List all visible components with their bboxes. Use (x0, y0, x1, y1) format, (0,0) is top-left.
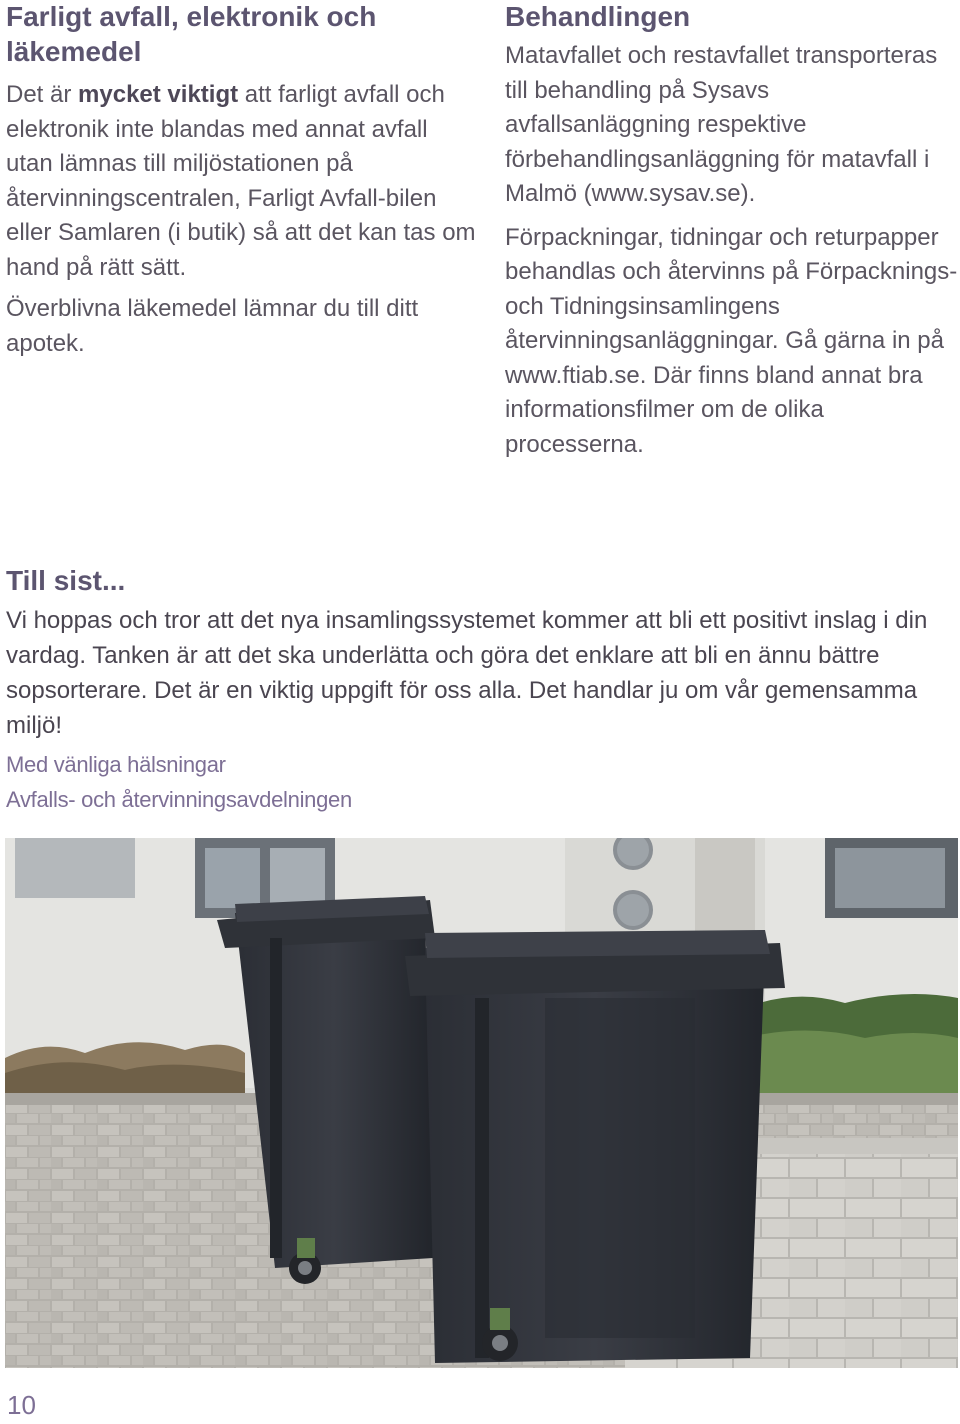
page-number: 10 (7, 1390, 36, 1420)
waste-bins-photo (5, 838, 958, 1368)
hazardous-waste-paragraph (6, 78, 476, 285)
medicine-paragraph: Överblivna läkemedel lämnar du till ditt apotek. (6, 295, 419, 357)
emphasis-text: mycket viktigt (78, 81, 239, 108)
closing-paragraph: Vi hoppas och tror att det nya insamlingssystemet kommer att bli ett positivt inslag i din vardag. Tanken är att det ska underlätta och göra det enklare att bli en ännu bättre sopsorterare. Det är en viktig uppgift för oss alla. Det handlar ju om vår gemensamma miljö! (6, 607, 928, 739)
treatment-paragraph-2: Förpackningar, tidningar och returpapper behandlas och återvinns på Förpacknings- och Tidningsinsamlingens återvinningsanläggningar. Gå gärna in på www.ftiab.se. Där finns bland annat bra informationsfilmer om de olika processerna. (505, 223, 958, 458)
closing-section (6, 561, 956, 817)
treatment-heading: Behandlingen (505, 1, 691, 32)
hazardous-waste-text-rest: att farligt avfall och elektronik inte blandas med annat avfall utan lämnas till miljöstationen på återvinningscentralen, Farligt Avfall-bilen eller Samlaren (i butik) så att det kan tas om hand på rätt sätt. (6, 81, 476, 281)
hazardous-waste-text-start: Det är (6, 81, 79, 108)
treatment-paragraph-1: Matavfallet och restavfallet transporteras till behandling på Sysavs avfallsanläggning respektive förbehandlingsanläggning för matavfall i Malmö (www.sysav.se). (505, 42, 938, 207)
greeting: Med vänliga hälsningar (6, 752, 226, 777)
left-column (6, 0, 476, 361)
signature: Avfalls- och återvinningsavdelningen (6, 787, 352, 812)
hazardous-waste-heading: Farligt avfall, elektronik och läkemedel (6, 1, 377, 67)
right-column (505, 0, 960, 462)
closing-heading: Till sist... (6, 565, 126, 596)
